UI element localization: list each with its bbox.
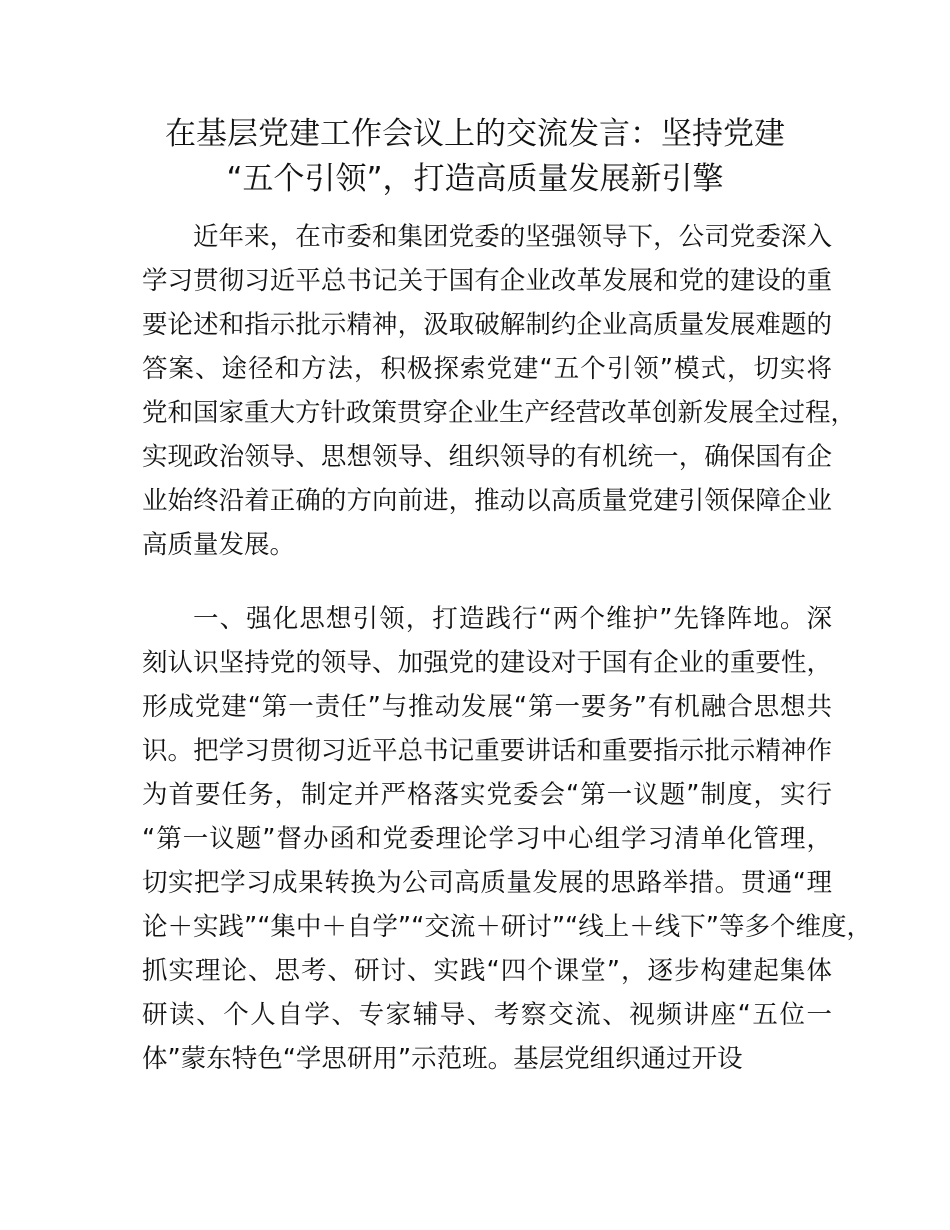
document-body: [142, 215, 872, 1081]
text-line: “第一议题”督办函和党委理论学习中心组学习清单化管理，: [142, 824, 832, 854]
text-line: 实现政治领导、思想领导、组织领导的有机统一，确保国有企: [142, 442, 832, 472]
text-line: 一、强化思想引领，打造践行“两个维护”先锋阵地。深: [193, 604, 832, 634]
text-line: 要论述和指示批示精神，汲取破解制约企业高质量发展难题的: [142, 310, 832, 340]
text-line: 刻认识坚持党的领导、加强党的建设对于国有企业的重要性，: [142, 648, 832, 678]
text-line: 论＋实践”“集中＋自学”“交流＋研讨”“线上＋线下”等多个维度，: [142, 912, 872, 942]
text-line: 学习贯彻习近平总书记关于国有企业改革发展和党的建设的重: [142, 266, 832, 296]
paragraph-section-one: [142, 597, 872, 1081]
page-title: [100, 112, 850, 202]
text-line: 答案、途径和方法，积极探索党建“五个引领”模式，切实将: [142, 354, 832, 384]
title-line-1: 在基层党建工作会议上的交流发言：坚持党建: [165, 116, 785, 152]
paragraph-intro: [142, 215, 857, 567]
text-line: 识。把学习贯彻习近平总书记重要讲话和重要指示批示精神作: [142, 736, 832, 766]
text-line: 切实把学习成果转换为公司高质量发展的思路举措。贯通“理: [142, 868, 832, 898]
text-line: 业始终沿着正确的方向前进，推动以高质量党建引领保障企业: [142, 486, 832, 516]
title-line-2: “五个引领”，打造高质量发展新引擎: [226, 161, 724, 197]
paragraph-spacer: [142, 567, 832, 597]
text-line: 党和国家重大方针政策贯穿企业生产经营改革创新发展全过程，: [142, 398, 857, 428]
text-line: 为首要任务，制定并严格落实党委会“第一议题”制度，实行: [142, 780, 832, 810]
text-line: 抓实理论、思考、研讨、实践“四个课堂”，逐步构建起集体: [142, 956, 832, 986]
text-line: 近年来，在市委和集团党委的坚强领导下，公司党委深入: [193, 222, 832, 252]
text-line: 研读、个人自学、专家辅导、考察交流、视频讲座“五位一: [142, 1000, 832, 1030]
text-line: 高质量发展。: [142, 530, 296, 560]
text-line: 形成党建“第一责任”与推动发展“第一要务”有机融合思想共: [142, 692, 832, 722]
text-line: 体”蒙东特色“学思研用”示范班。基层党组织通过开设: [142, 1044, 743, 1074]
